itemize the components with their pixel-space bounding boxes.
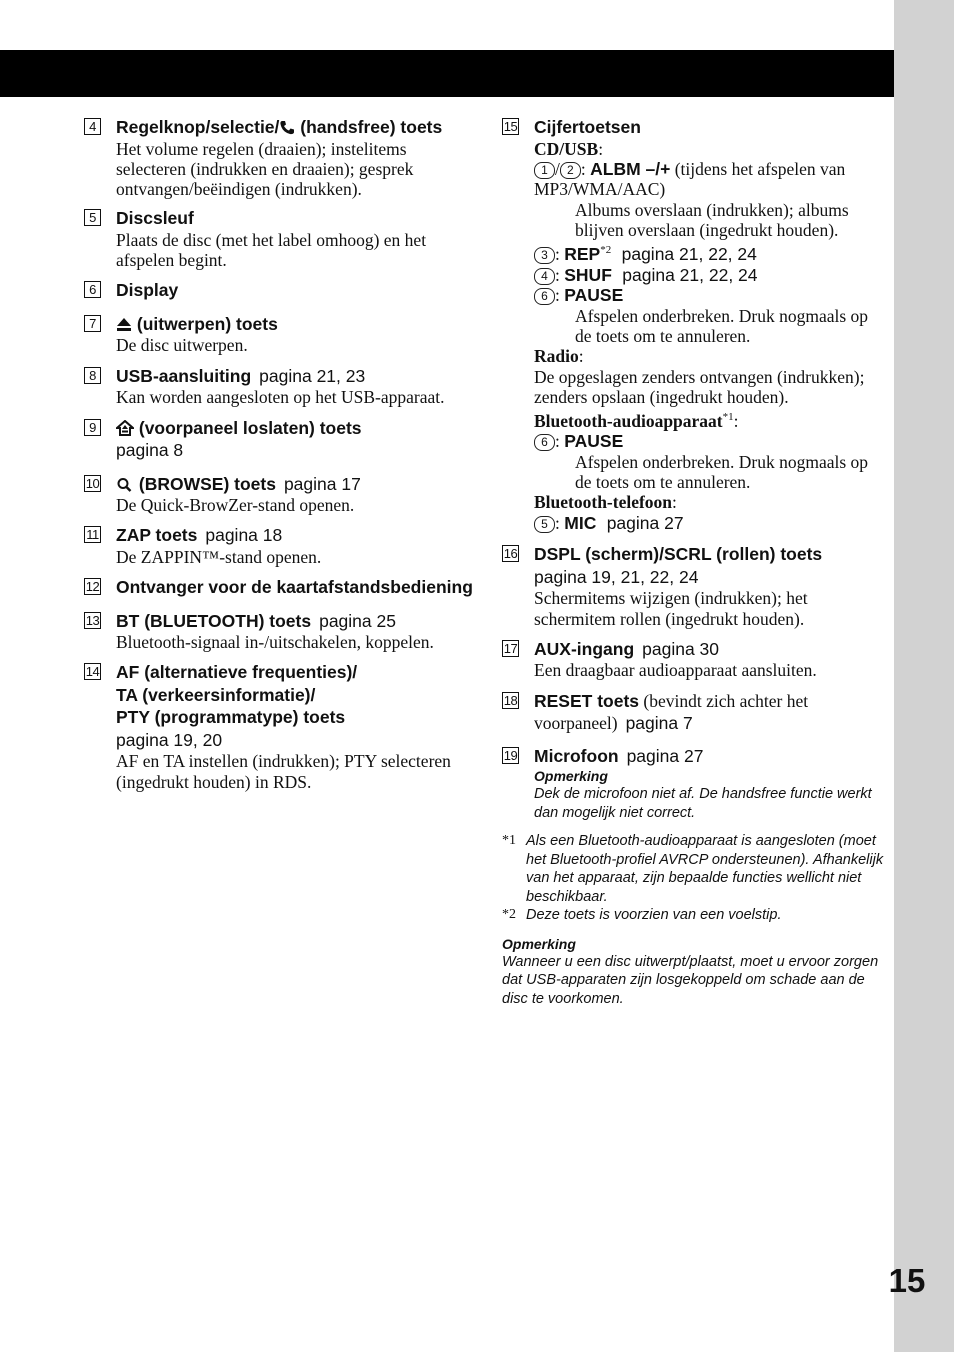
footnote-1	[502, 832, 888, 906]
item-15	[502, 116, 888, 533]
item-number: 4	[84, 118, 101, 135]
item-description: Een draagbaar audioapparaat aansluiten.	[534, 660, 817, 681]
item-number: 11	[84, 526, 101, 543]
note-text: Dek de microfoon niet af. De handsfree functie werkt dan mogelijk niet correct.	[534, 786, 872, 821]
item-number: 9	[84, 419, 101, 436]
item-heading: Cijfertoetsen	[534, 117, 641, 137]
item-12	[84, 576, 479, 599]
number-key-1: 1	[534, 162, 555, 179]
item-number: 15	[503, 119, 518, 134]
page-reference: pagina 25	[319, 610, 396, 631]
item-9	[84, 417, 479, 462]
item-number: 18	[503, 692, 518, 708]
footnote-2	[502, 906, 888, 925]
rep-row: 3 : REP$^{*2}$ pagina 21, 22, 24	[534, 240, 888, 264]
footnote-text: Als een Bluetooth-audioapparaat is aangesloten (moet het Bluetooth-profiel AVRCP ondersteunen). Afhankelijk van het apparaat, zijn bepaalde functies wellicht niet beschikbaar.	[526, 833, 884, 905]
item-number: 17	[503, 640, 518, 656]
item-10	[84, 473, 479, 516]
item-description: De ZAPPIN™-stand openen.	[116, 546, 322, 567]
mic-label: MIC	[564, 512, 597, 533]
pause-label: PAUSE	[564, 431, 624, 452]
bt-pause-description: Afspelen onderbreken. Druk nogmaals op de toets om te annuleren.	[575, 451, 869, 493]
item-description: De disc uitwerpen.	[116, 335, 248, 356]
item-number: 10	[85, 475, 100, 491]
item-heading: Microfoon pagina 27	[534, 745, 704, 766]
item-number: 7	[84, 315, 101, 332]
item-heading: Ontvanger voor de kaartafstandsbediening	[116, 577, 473, 598]
item-heading: Regelknop/selectie/ (handsfree) toets	[116, 117, 443, 137]
footnote-text: Deze toets is voorzien van een voelstip.	[526, 907, 782, 924]
footnote-ref: *2	[600, 244, 612, 257]
phone-icon	[279, 120, 295, 135]
final-note	[502, 935, 888, 1009]
page-reference: pagina 21, 22, 24	[621, 244, 757, 265]
number-key-4: 4	[534, 268, 555, 285]
cd-usb-label: CD/USB:	[534, 138, 604, 159]
search-icon	[116, 477, 134, 492]
left-column	[84, 116, 479, 792]
albm-description: (tijdens het afspelen van MP3/WMA/AAC)	[534, 158, 846, 200]
item-heading: Discsleuf	[116, 208, 194, 229]
item-18	[502, 690, 864, 735]
footnote-mark: *1	[502, 833, 516, 849]
item-heading: (BROWSE) toets pagina 17	[116, 473, 479, 496]
item-heading: AUX-ingang pagina 30	[534, 638, 720, 659]
note-label: Opmerking	[502, 935, 576, 952]
item-number: 5	[84, 209, 101, 226]
page-reference: pagina 18	[205, 525, 283, 546]
page-reference: pagina 19, 20	[116, 729, 223, 750]
shuf-row: 4 : SHUF pagina 21, 22, 24	[534, 265, 888, 286]
item-heading-line: TA (verkeersinformatie)/	[116, 684, 316, 705]
release-icon	[116, 420, 134, 436]
number-key-6: 6	[534, 434, 555, 451]
item-number: 13	[85, 612, 100, 628]
item-heading: USB-aansluiting pagina 21, 23	[116, 365, 366, 386]
bt-pause-row: 6 : PAUSE	[534, 431, 888, 452]
albm-row: 1 / 2 : ALBM –/+ (tijdens het afspelen van MP3/WMA/AAC)	[534, 158, 846, 200]
note-text: Wanneer u een disc uitwerpt/plaatst, moet u ervoor zorgen dat USB-apparaten zijn losgekoppeld om schade aan de disc te voorkomen.	[502, 953, 879, 1007]
radio-description: De opgeslagen zenders ontvangen (indrukken); zenders opslaan (ingedrukt houden).	[534, 366, 865, 407]
item-heading: RESET toets (bevindt zich achter het voorpaneel) pagina 7	[534, 690, 809, 734]
page-number: 15	[888, 1262, 926, 1299]
item-6	[84, 279, 479, 302]
item-description: Bluetooth-signaal in-/uitschakelen, koppelen.	[116, 632, 434, 653]
item-number: 6	[84, 281, 101, 298]
page-reference: pagina 21, 23	[259, 365, 366, 386]
page-reference: pagina 8	[116, 440, 184, 461]
item-11	[84, 524, 479, 567]
number-key-3: 3	[534, 247, 555, 264]
bt-phone-label: Bluetooth-telefoon:	[534, 492, 677, 513]
item-heading: (uitwerpen) toets	[116, 313, 479, 336]
note-label: Opmerking	[534, 768, 608, 785]
item-7	[84, 313, 479, 356]
item-heading: (voorpaneel loslaten) toets	[116, 417, 479, 440]
page-reference: pagina 27	[626, 745, 704, 766]
item-heading: ZAP toets pagina 18	[116, 525, 283, 546]
footnote-ref: *1	[722, 411, 734, 424]
number-key-6: 6	[534, 288, 555, 305]
item-14	[84, 661, 479, 792]
item-number: 8	[84, 367, 101, 384]
item-19	[502, 745, 888, 823]
item-description: De Quick-BrowZer-stand openen.	[116, 495, 355, 516]
albm-detail: Albums overslaan (indrukken); albums blijven overslaan (ingedrukt houden).	[575, 199, 849, 241]
pause-label: PAUSE	[564, 285, 624, 306]
footnote-mark: *2	[502, 907, 516, 923]
bt-audio-label: Bluetooth-audioapparaat$^{*1}$:	[534, 411, 739, 432]
page-reference: pagina 19, 21, 22, 24	[534, 566, 699, 587]
item-heading: DSPL (scherm)/SCRL (rollen) toets	[534, 544, 823, 565]
pause-description: Afspelen onderbreken. Druk nogmaals op de toets om te annuleren.	[575, 305, 869, 347]
side-tab-strip	[894, 0, 954, 1352]
item-17	[502, 638, 888, 681]
item-8	[84, 365, 479, 408]
item-heading-line: AF (alternatieve frequenties)/	[116, 662, 358, 683]
item-16	[502, 543, 888, 629]
item-number: 14	[85, 664, 100, 680]
item-heading: BT (BLUETOOTH) toets pagina 25	[116, 610, 396, 631]
mic-row: 5 : MIC pagina 27	[534, 513, 888, 534]
albm-label: ALBM –/+	[590, 158, 671, 179]
number-key-2: 2	[560, 162, 581, 179]
item-heading: Display	[116, 280, 179, 301]
item-description: Kan worden aangesloten op het USB-apparaat.	[116, 387, 445, 408]
shuf-label: SHUF	[564, 264, 612, 285]
item-13	[84, 610, 479, 653]
radio-label: Radio:	[534, 346, 584, 367]
item-description: Schermitems wijzigen (indrukken); het schermitem rollen (ingedrukt houden).	[534, 588, 808, 629]
number-key-5: 5	[534, 516, 555, 533]
page-reference: pagina 7	[625, 713, 693, 734]
item-4	[84, 116, 479, 199]
page-reference: pagina 27	[606, 512, 684, 533]
item-number: 16	[503, 546, 518, 562]
item-5	[84, 207, 479, 270]
item-number: 12	[85, 579, 100, 595]
rep-label: REP	[564, 244, 601, 265]
page-reference: pagina 17	[283, 473, 361, 494]
item-description: Plaats de disc (met het label omhoog) en het afspelen begint.	[116, 229, 427, 271]
page-reference: pagina 30	[642, 638, 720, 659]
item-heading-line: PTY (programmatype) toets	[116, 707, 346, 728]
item-number: 19	[503, 747, 518, 763]
header-bar	[0, 50, 894, 97]
eject-icon	[116, 317, 132, 332]
item-description: Het volume regelen (draaien); instelitems selecteren (indrukken en draaien); gesprek ontvangen/beëindigen (indrukken).	[116, 138, 414, 200]
item-description: AF en TA instellen (indrukken); PTY selecteren (ingedrukt houden) in RDS.	[116, 751, 451, 792]
right-column	[502, 116, 888, 1008]
page-reference: pagina 21, 22, 24	[622, 264, 758, 285]
pause-row: 6 : PAUSE	[534, 285, 888, 306]
